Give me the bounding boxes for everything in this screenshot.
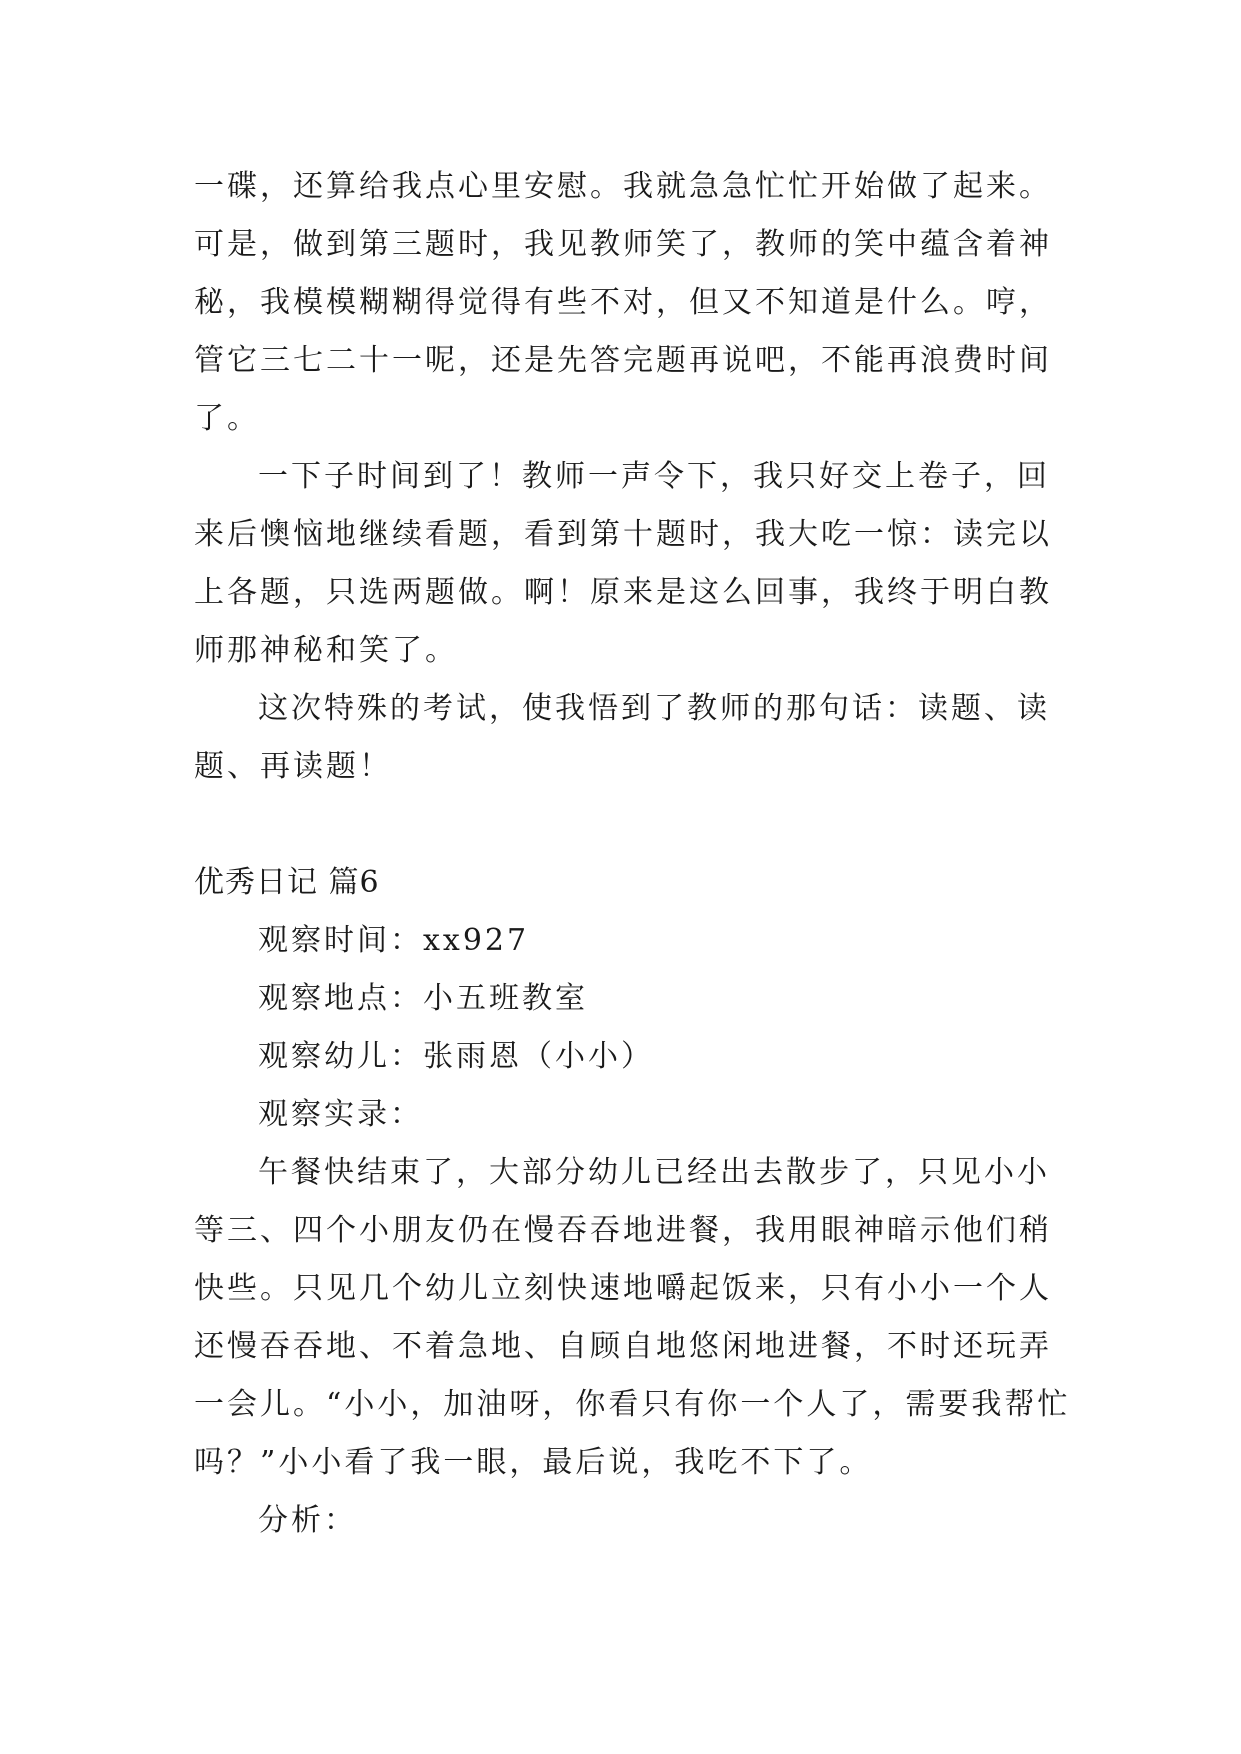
- observation-time: 观察时间：xx927: [258, 923, 530, 958]
- section-heading: 优秀日记 篇6: [194, 865, 380, 900]
- observation-record-text: 午餐快结束了，大部分幼儿已经出去散步了，只见小小等三、四个小朋友仍在慢吞吞地进餐，我用眼神暗示他们稍快些。只见几个幼儿立刻快速地嚼起饭来，只有小小一个人还慢吞吞地、不着急地、自顾自地悠闲地进餐，不时还玩弄一会儿。“小小，加油呀，你看只有你一个人了，需要我帮忙吗？”小小看了我一眼，最后说，我吃不下了。: [194, 1155, 1071, 1480]
- paragraph-time-up: 一下子时间到了！教师一声令下，我只好交上卷子，回来后懊恼地继续看题，看到第十题时，我大吃一惊：读完以上各题，只选两题做。啊！原来是这么回事，我终于明白教师那神秘和笑了。: [194, 459, 1052, 668]
- observation-place: 观察地点：小五班教室: [258, 981, 588, 1016]
- analysis-label: 分析：: [258, 1503, 357, 1538]
- observation-record-label: 观察实录：: [258, 1097, 423, 1132]
- observation-child: 观察幼儿：张雨恩（小小）: [258, 1039, 654, 1074]
- paragraph-exam-continued: 一碟，还算给我点心里安慰。我就急急忙忙开始做了起来。可是，做到第三题时，我见教师笑了，教师的笑中蕴含着神秘，我模模糊糊得觉得有些不对，但又不知道是什么。哼，管它三七二十一呢，还是先答完题再说吧，不能再浪费时间了。: [194, 169, 1052, 436]
- paragraph-lesson-learned: 这次特殊的考试，使我悟到了教师的那句话：读题、读题、再读题！: [194, 691, 1050, 784]
- document-body: [194, 158, 1074, 1550]
